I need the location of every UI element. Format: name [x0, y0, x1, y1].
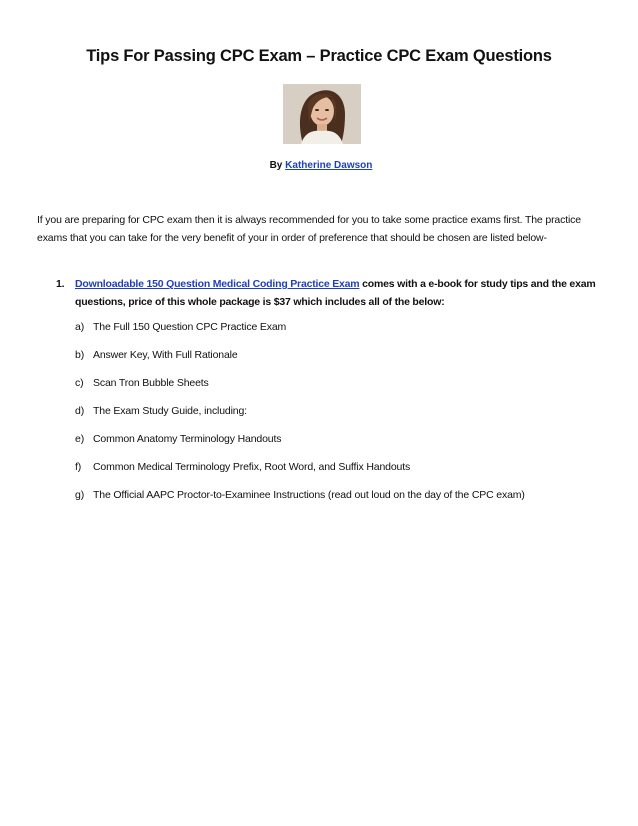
author-photo-image — [283, 84, 361, 144]
sub-item-text: Common Anatomy Terminology Handouts — [93, 433, 282, 445]
author-link[interactable]: Katherine Dawson — [285, 160, 373, 171]
sub-item-letter: e) — [75, 433, 85, 445]
sub-list-item — [75, 405, 247, 417]
sub-list-item — [75, 321, 286, 333]
sub-item-text: The Exam Study Guide, including: — [93, 405, 247, 417]
sub-item-text: The Full 150 Question CPC Practice Exam — [93, 321, 287, 333]
sub-item-letter: g) — [75, 489, 85, 501]
byline-prefix: By — [269, 160, 283, 171]
page-title: Tips For Passing CPC Exam – Practice CPC Exam Questions — [86, 47, 552, 65]
byline — [0, 160, 638, 171]
intro-paragraph: If you are preparing for CPC exam then it is always recommended for you to take some practice exams first. The practice exams that you can take for the very benefit of your in order of preference that should be chosen are listed below- — [37, 214, 581, 244]
sub-item-text: Common Medical Terminology Prefix, Root Word, and Suffix Handouts — [93, 461, 411, 473]
sub-item-letter: a) — [75, 321, 85, 333]
sub-list-item — [75, 489, 525, 501]
list-item-description: comes with a e-book for study tips and the exam questions, price of this whole package is $37 which includes all of the below: — [75, 278, 596, 308]
sub-list-item — [75, 349, 238, 361]
list-number: 1. — [56, 278, 65, 290]
list-item-text — [75, 275, 611, 311]
sub-list-item — [75, 433, 281, 445]
sub-item-text: Scan Tron Bubble Sheets — [93, 377, 209, 389]
sub-list-item — [75, 377, 209, 389]
sub-item-letter: f) — [75, 461, 82, 473]
sub-list-item — [75, 461, 410, 473]
sub-item-letter: b) — [75, 349, 85, 361]
list-item-1 — [56, 275, 611, 311]
practice-exam-link[interactable]: Downloadable 150 Question Medical Coding Practice Exam — [75, 278, 360, 290]
sub-item-letter: c) — [75, 377, 84, 389]
sub-item-text: Answer Key, With Full Rationale — [93, 349, 238, 361]
sub-item-letter: d) — [75, 405, 85, 417]
sub-item-text: The Official AAPC Proctor-to-Examinee Instructions (read out loud on the day of the CPC exam) — [93, 489, 525, 501]
author-photo — [283, 84, 361, 144]
